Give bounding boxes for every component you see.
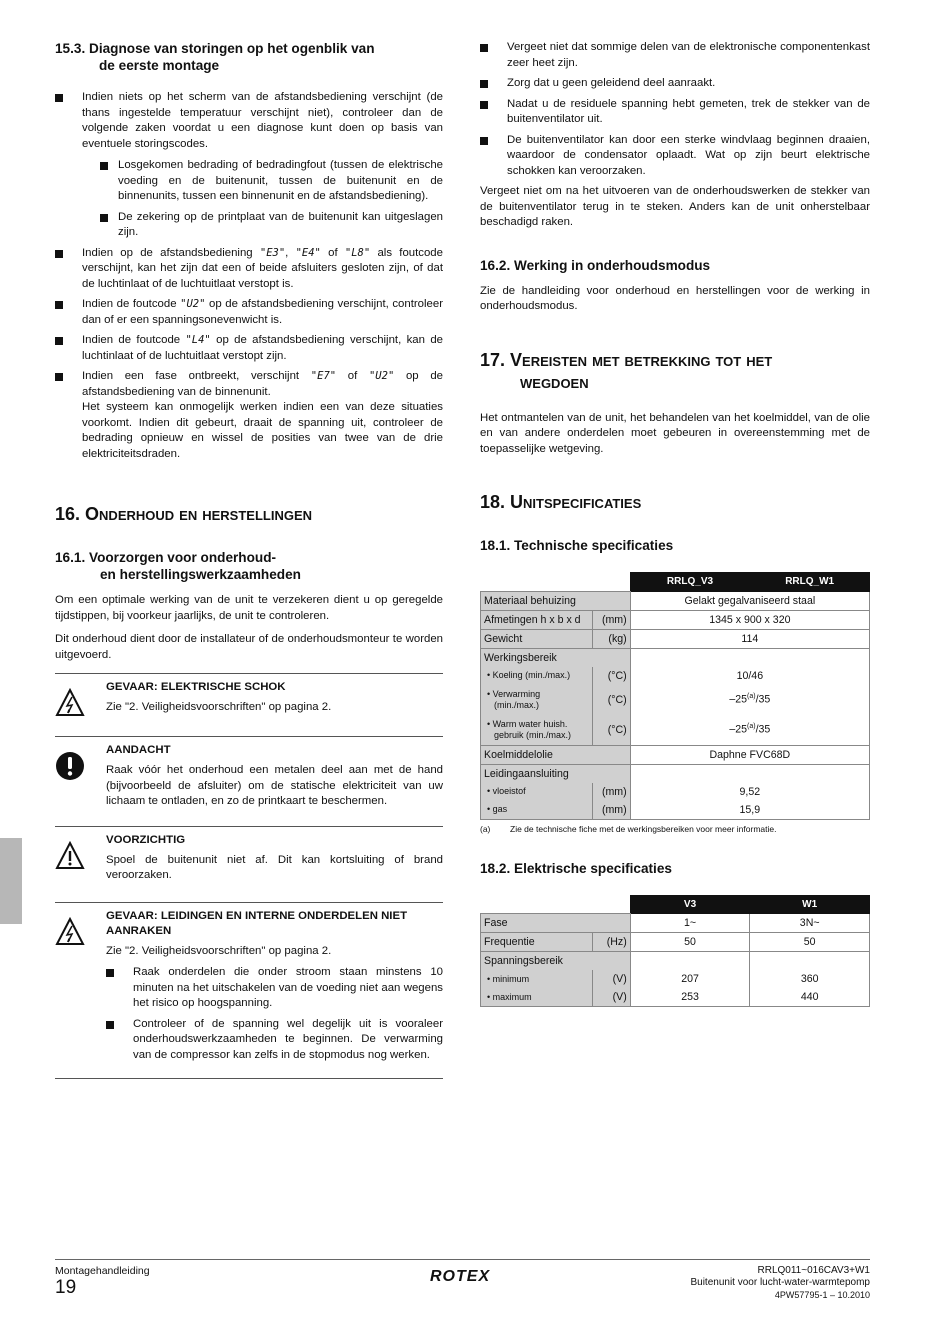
warning-triangle-icon	[55, 841, 85, 871]
table-header: RRLQ_W1	[750, 573, 870, 592]
list-item: De buitenventilator kan door een sterke windvlaag beginnen draaien, waardoor de condensator oplaadt. Wat op zijn beurt elektrische schokken kan veroorzaken.	[480, 133, 870, 180]
table-row: • Koeling (min./max.) (°C) 10/46	[481, 667, 870, 685]
notice-attention: AANDACHT Raak vóór het onderhoud een metalen deel aan met de hand (bijvoorbeeld de afsluiter) om de statische elektriciteit van uw lichaam te ontladen, en zo de printkaart te beschermen.	[55, 736, 443, 818]
technical-spec-table	[480, 572, 870, 820]
paragraph: Dit onderhoud dient door de installateur of de onderhoudsmonteur te worden uitgevoerd.	[55, 633, 443, 661]
table-header: V3	[630, 895, 750, 914]
heading-16-2: 16.2. Werking in onderhoudsmodus	[480, 257, 711, 273]
list-item: Controleer of de spanning wel degelijk uit is vooraleer onderhoudswerkzaamheden te beginnen. De verwarming van de compressor kan zelfs in de stopmodus nog werken.	[106, 1017, 443, 1064]
heading-16-1: 16.1. Voorzorgen voor onderhoud- en herstellingswerkzaamheden	[55, 550, 301, 582]
notice-caution: VOORZICHTIG Spoel de buitenunit niet af. Dit kan kortsluiting of brand veroorzaken.	[55, 826, 443, 892]
list-item: Nadat u de residuele spanning hebt gemeten, trek de stekker van de buitenventilator uit.	[480, 97, 870, 128]
divider	[55, 1078, 443, 1079]
rotex-logo: ROTEX	[430, 1268, 491, 1285]
footer-divider	[55, 1259, 870, 1260]
paragraph: Vergeet niet om na het uitvoeren van de onderhoudswerken de stekker van de buitenventilator terug in te steken. Anders kan de unit onherstelbaar beschadigd raken.	[480, 185, 870, 228]
heading-18-2: 18.2. Elektrische specificaties	[480, 860, 672, 876]
table-row: Spanningsbereik	[481, 952, 870, 971]
electric-warning-icon	[55, 917, 85, 947]
notice-electric-shock: GEVAAR: ELEKTRISCHE SCHOK Zie "2. Veiligheidsvoorschriften" op pagina 2.	[55, 673, 443, 730]
table-header: W1	[750, 895, 870, 914]
list-item: Losgekomen bedrading of bedradingfout (tussen de elektrische voeding en de buitenunit, tussen de buitenunit en de binnenunits, tussen een binnenunit en de afstandsbediening).	[100, 158, 443, 205]
list-item: Indien op de afstandsbediening "E3", "E4" of "L8" als foutcode verschijnt, kan het zijn dat een of beide afsluiters gesloten zijn, of dat de luchtinlaat of de luchtuitlaat verstopt is.	[55, 246, 443, 293]
heading-18-1: 18.1. Technische specificaties	[480, 538, 674, 553]
table-footnote: (a) Zie de technische fiche met de werkingsbereiken voor meer informatie.	[480, 823, 777, 834]
table-row: Koelmiddelolie Daphne FVC68D	[481, 745, 870, 764]
table-row	[481, 573, 870, 592]
table-row: Leidingaansluiting	[481, 764, 870, 783]
heading-15-3: 15.3. Diagnose van storingen op het ogenblik van de eerste montage	[55, 41, 375, 73]
table-header: RRLQ_V3	[630, 573, 750, 592]
footer-ref: 4PW57795-1 – 10.2010	[774, 1290, 870, 1300]
sub-list	[100, 158, 443, 241]
side-tab-marker	[0, 838, 22, 924]
list-item: Indien niets op het scherm van de afstandsbediening verschijnt (de thans ingestelde temperatuur verschijnt niet), controleer dan de volgende zaken voordat u een diagnose kunt doen op basis van eventuele storingscodes. Losgekomen bedrading of bedradingfout (tussen de elektrische voeding en de buitenunit, tussen de buitenunit en de binnenunits, tussen een binnenunit en de afstandsbediening). De zekering op de printplaat van de buitenunit kan uitgeslagen zijn.	[55, 90, 443, 241]
paragraph: Het ontmantelen van de unit, het behandelen van het koelmiddel, van de olie en van andere onderdelen moet gebeuren in overeenstemming met de toepasselijke wetgeving.	[480, 411, 870, 455]
maintenance-list	[480, 40, 870, 179]
electric-warning-icon	[55, 688, 85, 718]
heading-18: 18. Unitspecificaties	[480, 492, 642, 512]
page-number: 19	[55, 1277, 77, 1298]
footer-desc: Buitenunit voor lucht-water-warmtepomp	[690, 1277, 870, 1288]
heading-17: 17. Vereisten met betrekking tot het wegdoen	[480, 349, 773, 392]
table-row: • maximum (V) 253 440	[481, 988, 870, 1007]
table-row: Fase 1~ 3N~	[481, 914, 870, 933]
list-item: Indien de foutcode "U2" op de afstandsbediening verschijnt, controleer dan of er een spanningsonevenwicht is.	[55, 297, 443, 328]
list-item: Zorg dat u geen geleidend deel aanraakt.	[480, 76, 870, 92]
right-column	[480, 40, 870, 1007]
footer-doc-title: Montagehandleiding	[55, 1265, 150, 1277]
left-column	[55, 40, 443, 1079]
footer-model: RRLQ011~016CAV3+W1	[757, 1265, 870, 1276]
diagnose-list	[55, 90, 443, 462]
table-row: • minimum (V) 207 360	[481, 970, 870, 988]
list-item: Indien een fase ontbreekt, verschijnt "E7" of "U2" op de afstandsbediening van de binnenunit. Het systeem kan onmogelijk werken indien een van deze situaties voorkomt. Indien dit gebeurt, draait de spanning uit, controleer de bedrading opnieuw en wissel de posities van twee van de drie elektriciteitsdraden.	[55, 369, 443, 462]
electrical-spec-table	[480, 895, 870, 1008]
paragraph: Zie de handleiding voor onderhoud en herstellingen voor de werking in onderhoudsmodus.	[480, 284, 870, 312]
list-item: Raak onderdelen die onder stroom staan minstens 10 minuten na het uitschakelen van de voeding niet aan wegens het risico op hoogspanning.	[106, 965, 443, 1012]
list-item: De zekering op de printplaat van de buitenunit kan uitgeslagen zijn.	[100, 210, 443, 241]
footer-meta	[690, 1265, 870, 1301]
table-row: Materiaal behuizing Gelakt gegalvaniseerd staal	[481, 591, 870, 610]
table-row: Afmetingen h x b x d (mm) 1345 x 900 x 320	[481, 610, 870, 629]
table-row: Frequentie (Hz) 50 50	[481, 933, 870, 952]
heading-16: 16. Onderhoud en herstellingen	[55, 504, 313, 524]
table-row: Werkingsbereik	[481, 648, 870, 667]
table-row	[481, 895, 870, 914]
table-row: • vloeistof (mm) 9,52	[481, 783, 870, 801]
notice-do-not-touch: GEVAAR: LEIDINGEN EN INTERNE ONDERDELEN NIET AANRAKEN Zie "2. Veiligheidsvoorschriften" op pagina 2. Raak onderdelen die onder stroom staan minstens 10 minuten na het uitschakelen van de voeding niet aan wegens het risico op hoogspanning. Controleer of de spanning wel degelijk uit is vooraleer onderhoudswerkzaamheden te beginnen. De verwarming van de compressor kan zelfs in de stopmodus nog werken.	[55, 902, 443, 1077]
exclamation-icon	[55, 751, 85, 781]
table-row: • Warm water huish. gebruik (min./max.) (°C) –25$^{(a)}$/35	[481, 715, 870, 746]
paragraph: Om een optimale werking van de unit te verzekeren dient u op geregelde tijdstippen, bij voorkeur jaarlijks, de unit te controleren.	[55, 594, 443, 622]
list-item: Indien de foutcode "L4" op de afstandsbediening verschijnt, kan de luchtinlaat of de luchtuitlaat verstopt zijn.	[55, 333, 443, 364]
table-row: Gewicht (kg) 114	[481, 629, 870, 648]
table-row: • Verwarming (min./max.) (°C) –25$^{(a)}$/35	[481, 685, 870, 715]
list-item: Vergeet niet dat sommige delen van de elektronische componentenkast zeer heet zijn.	[480, 40, 870, 71]
table-row: • gas (mm) 15,9	[481, 801, 870, 820]
notice-list	[106, 965, 443, 1063]
